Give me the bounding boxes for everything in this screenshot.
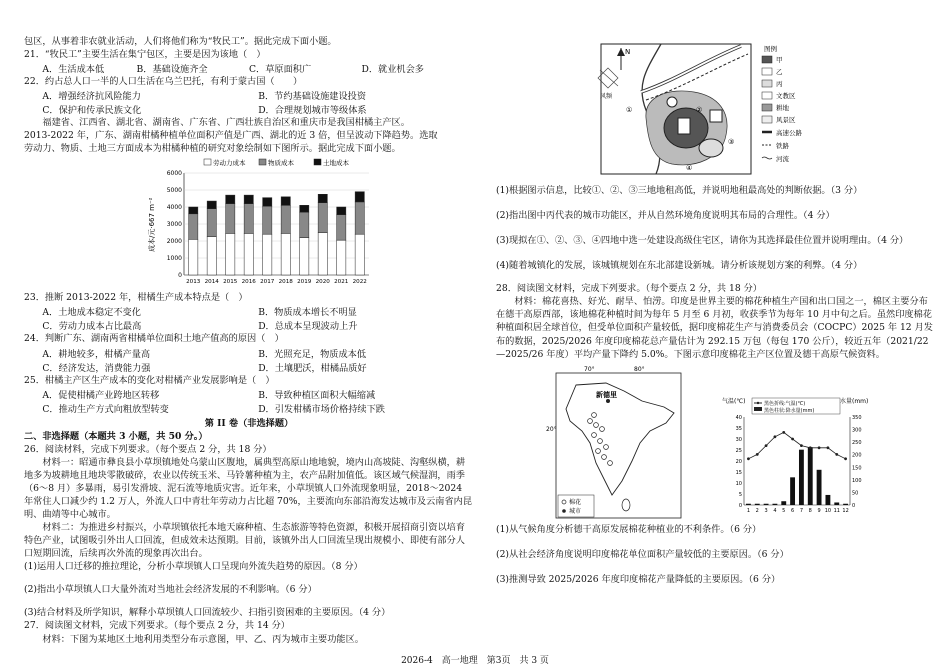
question-27: 27．阅读图文材料，完成下列要求。（每个要点 2 分，共 14 分） xyxy=(24,620,290,632)
cost-bar-劳动力成本-2017 xyxy=(263,235,272,276)
intro-text-2c: 劳动力、物质、土地三方面成本为柑橘种植的研究对象绘制如下图所示。据此完成下面小题。 xyxy=(24,143,401,155)
cost-bar-土地成本-2013 xyxy=(189,207,198,214)
cost-legend-label: 土地成本 xyxy=(323,159,349,168)
cost-bar-物质成本-2018 xyxy=(281,206,290,234)
climate-month-label: 6 xyxy=(790,507,795,514)
climate-precip-bar-7 xyxy=(799,449,804,504)
q21-option-c[interactable]: C．草原面积广 xyxy=(249,64,312,76)
legend-tielu: 铁路 xyxy=(776,142,789,150)
climate-precip-tick: 0 xyxy=(852,502,856,509)
q24-options xyxy=(24,346,474,374)
india-map xyxy=(546,365,696,523)
q26-sub-3: (3)结合材料及所学知识，解释小草坝镇人口回流较少、扫指引资困难的主要原因。（4 分） xyxy=(24,607,391,619)
cost-ytick-label: 3000 xyxy=(166,221,182,229)
cost-bar-劳动力成本-2022 xyxy=(355,235,364,276)
q28-material: 材料：棉花喜热、好光、耐旱、怕涝。印度是世界主要的棉花种植生产国和出口国之一，棉区主要分布在德干高原西部，该地棉花种植时间为每年 5 月至 6 月初，收获季节为每年 10 月中旬之后。虽然印度棉花种植面积居全球首位，但受单位面积产量较低，据印度棉花生产与消费委员会（COCPC）2025 年 12 月发布的数据，2025/2026 年度印度棉花总产量估计为 292.15 万包（每包 170 公斤），较近五年（2021/22—2025/26 年度）平均产量下降约 5.0%。下图示意印度棉花主产区位置及德干高原气候资料。 xyxy=(496,296,933,360)
q28-sub-1: (1)从气候角度分析德干高原发展棉花种植业的不利条件。（6 分） xyxy=(496,523,762,535)
climate-temp-point-8 xyxy=(809,446,812,449)
legend-gengdi: 耕地 xyxy=(776,104,789,112)
climate-ylabel-right: 水量(mm) xyxy=(840,397,869,405)
climate-chart-line xyxy=(747,431,847,460)
lon-label-70: 70° xyxy=(584,365,595,373)
q23-option-b[interactable]: B．物质成本增长不明显 xyxy=(258,307,357,319)
climate-precip-bar-9 xyxy=(817,469,822,504)
climate-temp-tick: 0 xyxy=(738,502,742,509)
q23-option-a[interactable]: A．土地成本稳定不变化 xyxy=(42,307,141,319)
climate-legend-bar: 黑色柱状:降水量(mm) xyxy=(764,407,815,414)
landuse-legend xyxy=(762,44,803,163)
wind-label: 风频 xyxy=(600,93,613,100)
climate-precip-bar-11 xyxy=(834,502,839,505)
cost-bar-物质成本-2014 xyxy=(207,209,216,237)
cost-ytick-label: 6000 xyxy=(166,170,182,178)
cost-bar-劳动力成本-2020 xyxy=(318,233,327,276)
climate-temp-tick: 35 xyxy=(735,425,742,432)
cost-bar-劳动力成本-2016 xyxy=(244,234,253,276)
cost-xtick-label: 2014 xyxy=(204,279,219,286)
legend-heliu: 河流 xyxy=(776,155,789,163)
climate-precip-tick: 250 xyxy=(852,439,862,446)
cost-xtick-label: 2016 xyxy=(241,279,256,286)
cost-ytick-label: 1000 xyxy=(166,255,182,263)
q23-options xyxy=(24,304,474,332)
intro-text-1: 包区，从事着非农就业活动，人们将他们称为“牧民工”。据此完成下面小题。 xyxy=(24,36,337,47)
legend-wenjiao: 文教区 xyxy=(776,92,796,100)
climate-temp-tick: 40 xyxy=(735,414,742,421)
legend-yi: 乙 xyxy=(776,68,783,76)
cost-bar-土地成本-2017 xyxy=(263,198,272,207)
cost-bar-物质成本-2017 xyxy=(263,207,272,235)
section-2-heading: 二、非选择题（本题共 3 小题，共 50 分。） xyxy=(24,430,208,442)
cost-bar-物质成本-2021 xyxy=(337,215,346,241)
cost-bar-土地成本-2015 xyxy=(226,195,235,204)
climate-ylabel-left: 气温(℃) xyxy=(722,397,746,405)
cost-bar-土地成本-2020 xyxy=(318,195,327,204)
cost-bar-土地成本-2022 xyxy=(355,192,364,202)
climate-temp-point-1 xyxy=(747,457,750,460)
climate-precip-bar-2 xyxy=(755,503,760,504)
cost-ytick-label: 2000 xyxy=(166,238,182,246)
cost-bar-土地成本-2014 xyxy=(207,201,216,209)
cost-ytick-label: 0 xyxy=(178,272,182,280)
cost-bar-劳动力成本-2013 xyxy=(189,240,198,276)
q26-material-2: 材料二：为推进乡村振兴，小草坝镇依托本地天麻种植、生态旅游等特色资源，积极开展招商引资以培育特色产业，试图吸引外出人口回流，但成效未达预期。目前，该镇外出人口回流呈现出规模小、即使有部分人口短期回流，后续再次外流的现象再次出台。 xyxy=(24,522,466,560)
climate-month-label: 5 xyxy=(782,507,786,514)
climate-temp-line xyxy=(748,432,845,458)
climate-month-label: 7 xyxy=(799,507,804,514)
cotton-point xyxy=(602,454,607,459)
legend-title: 图例 xyxy=(764,45,777,53)
legend-city: 城市 xyxy=(569,507,582,515)
cotton-point xyxy=(600,426,605,431)
q22-options xyxy=(24,88,474,116)
cotton-point xyxy=(604,444,609,449)
legend-bing: 丙 xyxy=(776,80,783,88)
q22-option-d[interactable]: D．合理规划城市等级体系 xyxy=(258,105,367,117)
point-2: ② xyxy=(696,106,703,114)
climate-legend-line: 黑色折线:气温(℃) xyxy=(764,400,806,407)
q21-option-b[interactable]: B．基础设施齐全 xyxy=(136,64,208,76)
climate-temp-point-9 xyxy=(818,446,821,449)
cost-bar-土地成本-2016 xyxy=(244,195,253,204)
climate-temp-tick: 5 xyxy=(738,491,742,498)
climate-precip-tick: 200 xyxy=(852,452,862,459)
cost-chart-bars xyxy=(189,192,365,275)
cost-ytick-label: 4000 xyxy=(166,204,182,212)
cost-xtick-label: 2017 xyxy=(260,279,275,286)
climate-precip-bar-12 xyxy=(843,503,848,504)
cost-bar-物质成本-2015 xyxy=(226,204,235,234)
question-25: 25．柑橘主产区生产成本的变化对柑橘产业发展影响是（ ） xyxy=(24,374,275,386)
section-title: 第 II 卷（非选择题） xyxy=(204,417,294,429)
climate-temp-point-5 xyxy=(782,431,785,434)
cost-bar-劳动力成本-2014 xyxy=(207,237,216,275)
page-footer: 2026-4 高一地理 第3页 共 3 页 xyxy=(401,656,549,666)
q26-sub-1: (1)运用人口迁移的推拉理论，分析小草坝镇人口呈现向外流失趋势的原因。（8 分） xyxy=(24,561,363,573)
q27-sub-2: (2)指出图中丙代表的城市功能区，并从自然环境角度说明其布局的合理性。（4 分） xyxy=(496,210,835,222)
climate-temp-point-6 xyxy=(791,437,794,440)
climate-temp-point-11 xyxy=(835,453,838,456)
cost-bar-土地成本-2021 xyxy=(337,207,346,215)
q25-option-d[interactable]: D．引发柑橘市场价格持续下跌 xyxy=(258,403,385,415)
q23-option-d[interactable]: D．总成本呈现波动上升 xyxy=(258,321,358,333)
climate-precip-bar-4 xyxy=(772,503,777,504)
q27-material: 材料：下图为某地区土地利用类型分布示意图，甲、乙、丙为城市主要功能区。 xyxy=(42,633,364,645)
q28-sub-2: (2)从社会经济角度说明印度棉花单位面积产量较低的主要原因。（6 分） xyxy=(496,548,789,560)
q28-figures xyxy=(496,365,936,523)
cost-bar-物质成本-2022 xyxy=(355,202,364,234)
cotton-point xyxy=(588,418,593,423)
q27-sub-4: (4)随着城镇化的发展，该城镇规划在东北部建设新城。请分析该规划方案的利弊。（4 分） xyxy=(496,260,863,272)
question-23: 23．推断 2013-2022 年，柑橘生产成本特点是（ ） xyxy=(24,292,248,304)
q22-option-c[interactable]: C．保护和传承民族文化 xyxy=(42,105,142,117)
point-3: ③ xyxy=(728,138,735,146)
climate-chart-bars xyxy=(746,447,848,505)
cost-bar-劳动力成本-2021 xyxy=(337,241,346,276)
region-yi xyxy=(678,118,690,134)
legend-gaosu: 高速公路 xyxy=(776,129,802,137)
question-21: 21．“牧民工”主要生活在集宁包区，主要是因为该地（ ） xyxy=(24,49,266,61)
cost-legend-swatch xyxy=(259,159,266,165)
cost-legend-label: 劳动力成本 xyxy=(213,159,246,168)
climate-temp-point-12 xyxy=(844,457,847,460)
climate-precip-bar-6 xyxy=(790,477,795,505)
climate-month-label: 9 xyxy=(817,507,821,514)
q26-material-1: 材料一：昭通市彝良县小草坝镇地处乌蒙山区腹地，属典型高原山地地貌，境内山高坡陡、沟壑纵横，耕地多为坡耕地且地块零散破碎，农业以传统玉米、马铃薯种植为主，农产品附加值低。该区域气候湿润，雨季（6～8 月）多暴雨，易引发滑坡、泥石流等地质灾害。近年来，小草坝镇人口外流现象明显，2018～2024 年常住人口减少约 1.2 万人，外流人口中青壮年劳动力占比超 70%，主要流向东部沿海发达城市及云南省内昆明、曲靖等中心城市。 xyxy=(24,456,473,520)
cotton-point xyxy=(592,432,597,437)
climate-temp-tick: 20 xyxy=(735,458,742,465)
cost-chart xyxy=(144,157,374,291)
cost-xtick-label: 2013 xyxy=(186,279,201,286)
cost-xtick-label: 2020 xyxy=(315,279,330,286)
climate-temp-point-4 xyxy=(774,435,777,438)
q21-option-d[interactable]: D．就业机会多 xyxy=(361,64,424,76)
cotton-point xyxy=(594,422,599,427)
cost-legend-swatch xyxy=(204,159,211,165)
cost-bar-劳动力成本-2018 xyxy=(281,234,290,276)
cost-xtick-label: 2019 xyxy=(297,279,312,286)
lon-label-80: 80° xyxy=(634,365,645,373)
climate-month-label: 3 xyxy=(764,507,768,514)
q27-sub-1: (1)根据图示信息，比较①、②、③三地地租高低，并说明地租最高处的判断依据。（3 分） xyxy=(496,185,863,196)
cotton-point xyxy=(608,460,613,465)
climate-precip-tick: 150 xyxy=(852,464,862,471)
q22-option-b[interactable]: B．节约基础设施建设投资 xyxy=(258,91,367,103)
climate-temp-point-2 xyxy=(756,453,759,456)
climate-chart-axes xyxy=(736,415,862,514)
q25-option-b[interactable]: B．导致种植区面积大幅缩减 xyxy=(258,389,376,401)
climate-month-label: 2 xyxy=(755,507,759,514)
point-1: ① xyxy=(626,106,633,114)
wenjiao-area xyxy=(710,110,722,122)
q28-sub-3: (3)推测导致 2025/2026 年度印度棉花产量降低的主要原因。（6 分） xyxy=(496,573,781,585)
cost-bar-物质成本-2016 xyxy=(244,204,253,234)
q21-option-a[interactable]: A．生活成本低 xyxy=(42,64,105,76)
cotton-point xyxy=(592,412,597,417)
climate-temp-tick: 30 xyxy=(735,436,742,443)
point-4: ④ xyxy=(686,164,693,172)
intro-text-2a: 福建省、江西省、湖北省、湖南省、广东省、广西壮族自治区和重庆市是我国柑橘主产区。 xyxy=(42,117,410,129)
question-26: 26．阅读材料，完成下列要求。（每个要点 2 分，共 18 分） xyxy=(24,443,272,455)
city-label-newdelhi: 新德里 xyxy=(596,390,617,399)
q24-option-c[interactable]: C．经济发达，消费能力强 xyxy=(42,362,151,374)
cost-bar-劳动力成本-2015 xyxy=(226,234,235,276)
climate-precip-bar-5 xyxy=(781,501,786,505)
landuse-map xyxy=(496,40,936,180)
intro-text-2b: 2013-2022 年，广东、湖南柑橘种植单位面积产值是广西、湖北的近 3 倍，但呈波动下降趋势。选取 xyxy=(24,130,438,142)
question-28: 28．阅读图文材料，完成下列要求。（每个要点 2 分，共 18 分） xyxy=(496,283,762,295)
north-label: N xyxy=(625,48,631,56)
cost-xtick-label: 2015 xyxy=(223,279,238,286)
climate-precip-bar-10 xyxy=(825,495,830,505)
climate-month-label: 11 xyxy=(833,507,840,514)
climate-precip-tick: 300 xyxy=(852,427,862,434)
q24-option-d[interactable]: D．土壤肥沃，柑橘品质好 xyxy=(258,362,367,374)
cost-chart-ylabel: 成本/元·667 m⁻² xyxy=(148,197,156,253)
climate-temp-point-3 xyxy=(765,444,768,447)
climate-precip-tick: 350 xyxy=(852,414,862,421)
right-column xyxy=(496,0,936,586)
climate-chart xyxy=(722,395,872,515)
question-24: 24．判断广东、湖南两省柑橘单位面积土地产值高的原因（ ） xyxy=(24,333,284,345)
cost-ytick-label: 5000 xyxy=(166,187,182,195)
q25-options xyxy=(24,387,474,415)
cotton-point xyxy=(598,438,603,443)
climate-precip-tick: 50 xyxy=(852,490,859,497)
q25-option-a[interactable]: A．促使柑橘产业跨地区转移 xyxy=(42,389,160,401)
q26-sub-2: (2)指出小草坝镇人口大量外流对当地社会经济发展的不利影响。（6 分） xyxy=(24,584,317,596)
lat-label-20: 20° xyxy=(546,425,557,433)
question-22: 22．约占总人口一半的人口生活在乌兰巴托，有利于蒙古国（ ） xyxy=(24,76,303,88)
cost-legend-swatch xyxy=(314,159,321,165)
climate-month-label: 12 xyxy=(842,507,849,514)
climate-precip-tick: 100 xyxy=(852,477,862,484)
climate-temp-tick: 10 xyxy=(735,480,742,487)
cost-xtick-label: 2021 xyxy=(334,279,349,286)
q23-option-c[interactable]: C．劳动力成本占比最高 xyxy=(42,321,142,333)
cost-bar-物质成本-2013 xyxy=(189,214,198,240)
climate-precip-bar-3 xyxy=(764,503,769,504)
climate-temp-tick: 15 xyxy=(735,469,742,476)
q25-option-c[interactable]: C．推动生产方式向粗放型转变 xyxy=(42,403,169,415)
cost-bar-劳动力成本-2019 xyxy=(300,238,309,275)
cost-chart-legend xyxy=(204,158,350,167)
q21-options xyxy=(24,61,474,75)
cotton-point xyxy=(596,448,601,453)
cost-xtick-label: 2018 xyxy=(278,279,293,286)
cost-legend-label: 物质成本 xyxy=(268,159,294,168)
q24-option-b[interactable]: B．光照充足，物质成本低 xyxy=(258,348,367,360)
climate-precip-bar-8 xyxy=(808,447,813,505)
climate-month-label: 10 xyxy=(824,507,832,514)
left-column xyxy=(24,0,474,646)
cost-bar-物质成本-2019 xyxy=(300,212,309,238)
cost-bar-土地成本-2018 xyxy=(281,197,290,206)
climate-month-label: 4 xyxy=(773,507,777,514)
climate-temp-point-7 xyxy=(800,444,803,447)
climate-temp-point-10 xyxy=(827,446,830,449)
cost-bar-土地成本-2019 xyxy=(300,206,309,213)
climate-precip-bar-1 xyxy=(746,503,751,504)
climate-month-label: 8 xyxy=(808,507,812,514)
region-bing xyxy=(699,139,723,157)
cost-xtick-label: 2022 xyxy=(352,279,367,286)
cost-bar-物质成本-2020 xyxy=(318,203,327,233)
climate-month-label: 1 xyxy=(746,507,751,514)
q27-sub-3: (3)现拟在①、②、③、④四地中选一处建设高级住宅区，请你为其选择最佳位置并说明理由。（4 分） xyxy=(496,235,909,247)
q22-option-a[interactable]: A．增强经济抗风险能力 xyxy=(42,91,141,103)
legend-fengjing: 风景区 xyxy=(776,116,796,124)
legend-cotton: 棉花 xyxy=(569,498,582,506)
climate-temp-tick: 25 xyxy=(735,447,742,454)
legend-jia: 甲 xyxy=(776,56,783,64)
q24-option-a[interactable]: A．耕地较多，柑橘产量高 xyxy=(42,348,151,360)
